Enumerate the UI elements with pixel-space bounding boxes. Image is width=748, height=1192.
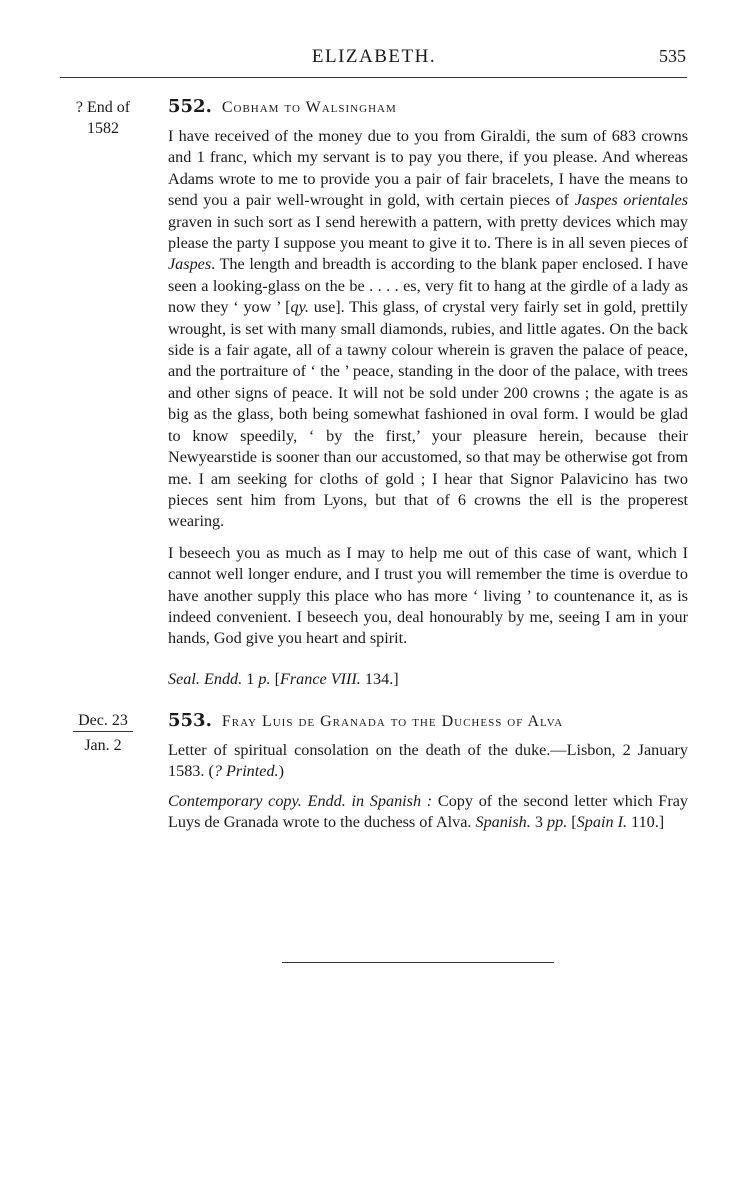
text-run: ) <box>278 762 284 781</box>
italic-run: Jaspes <box>168 255 212 274</box>
italic-run: ? Printed. <box>213 762 279 781</box>
section-end-rule <box>282 962 554 963</box>
header-rule <box>60 77 687 78</box>
margin-date-line: 1582 <box>87 120 119 137</box>
italic-run: pp. <box>547 813 568 832</box>
running-title: ELIZABETH. <box>311 46 437 67</box>
italic-run: Seal. Endd. <box>168 670 243 688</box>
entry-body <box>168 126 688 660</box>
entry-title: Cobham to Walsingham <box>221 99 397 116</box>
text-run: 134.] <box>360 670 399 688</box>
italic-run: p. <box>258 670 271 688</box>
text-run: 1 <box>242 670 259 688</box>
entry-heading <box>168 96 688 118</box>
entry-heading <box>168 710 688 732</box>
italic-run: France VIII. <box>279 670 361 688</box>
running-head <box>0 46 748 70</box>
margin-date <box>58 97 148 139</box>
entry-body <box>168 740 688 793</box>
text-run: 110.] <box>627 813 665 832</box>
paragraph <box>168 543 688 650</box>
margin-date-line: Dec. 23 <box>73 710 133 732</box>
italic-run: Spain I. <box>576 813 628 832</box>
text-run: I beseech you as much as I may to help me out of this case of want, which I cannot well longer endure, and I trust you will remember the time is overdue to have another supply this place who has more ‘ living ’ to countenance it, as is indeed convenient. I beseech you, deal honourably by me, seeing I am in your hands, God give you heart and spirit. <box>168 543 688 648</box>
entry-number: 553. <box>168 710 212 731</box>
margin-date <box>58 710 148 756</box>
italic-run: Jaspes orientales <box>574 191 688 210</box>
text-run: use]. This glass, of crystal very fairly set in gold, prettily wrought, is set with many small diamonds, rubies, and little agates. On the back side is a fair agate, all of a tawny colour wherein is graven the palace of peace, and the portraiture of ‘ the ’ peace, standing in the door of the palace, with trees and other signs of peace. It will not be sold under 200 crowns ; the agate is as big as the glass, both being somewhat fashioned in oval form. I would be glad to know speedily, ‘ by the first,’ your pleasure herein, because their Newyearstide is sooner than our accustomed, so that may be otherwise got from me. I am seeking for cloths of gold ; I hear that Signor Palavicino has two pieces sent him from Lyons, but that of 6 crowns the ell is the properest wearing. <box>168 298 688 531</box>
margin-date-line: ? End of <box>75 99 131 116</box>
text-run: [ <box>270 670 280 688</box>
text-run: 3 <box>530 813 547 832</box>
text-run: I have received of the money due to you from Giraldi, the sum of 683 crowns and 1 franc, which my servant is to pay you there, if you please. And whereas Adams wrote to me to provide you a pair of fair bracelets, I have the means to send you a pair well-wrought in gold, with certain pieces of <box>168 127 688 210</box>
text-run: . The length and breadth is according to the blank paper enclosed. I have seen a looking-glass on the be . . . . es, very fit to hang at the girdle of a lady as now they ‘ yow ’ [ <box>168 255 688 317</box>
source-note <box>168 791 688 834</box>
text-run: Letter of spiritual consolation on the death of the duke.—Lisbon, 2 January 1583. ( <box>168 741 688 781</box>
entry-title: Fray Luis de Granada to the Duchess of Alva <box>221 713 564 730</box>
text-run: [ <box>567 813 577 832</box>
margin-date-line: Jan. 2 <box>84 737 122 754</box>
paragraph <box>168 126 688 533</box>
entry-number: 552. <box>168 96 212 117</box>
italic-run: Spanish. <box>475 813 531 832</box>
text-run: graven in such sort as I send herewith a pattern, with pretty devices which may please the party I suppose you meant to give it to. There is in all seven pieces of <box>168 212 688 253</box>
italic-run: qy. <box>290 298 309 317</box>
page-number: 535 <box>659 46 686 66</box>
text-run: Copy of the second letter which Fray Luys de Granada wrote to the duchess of Alva. <box>168 792 688 832</box>
source-note <box>168 669 688 690</box>
paragraph <box>168 740 688 783</box>
italic-run: Contemporary copy. Endd. in Spanish : <box>168 792 433 810</box>
